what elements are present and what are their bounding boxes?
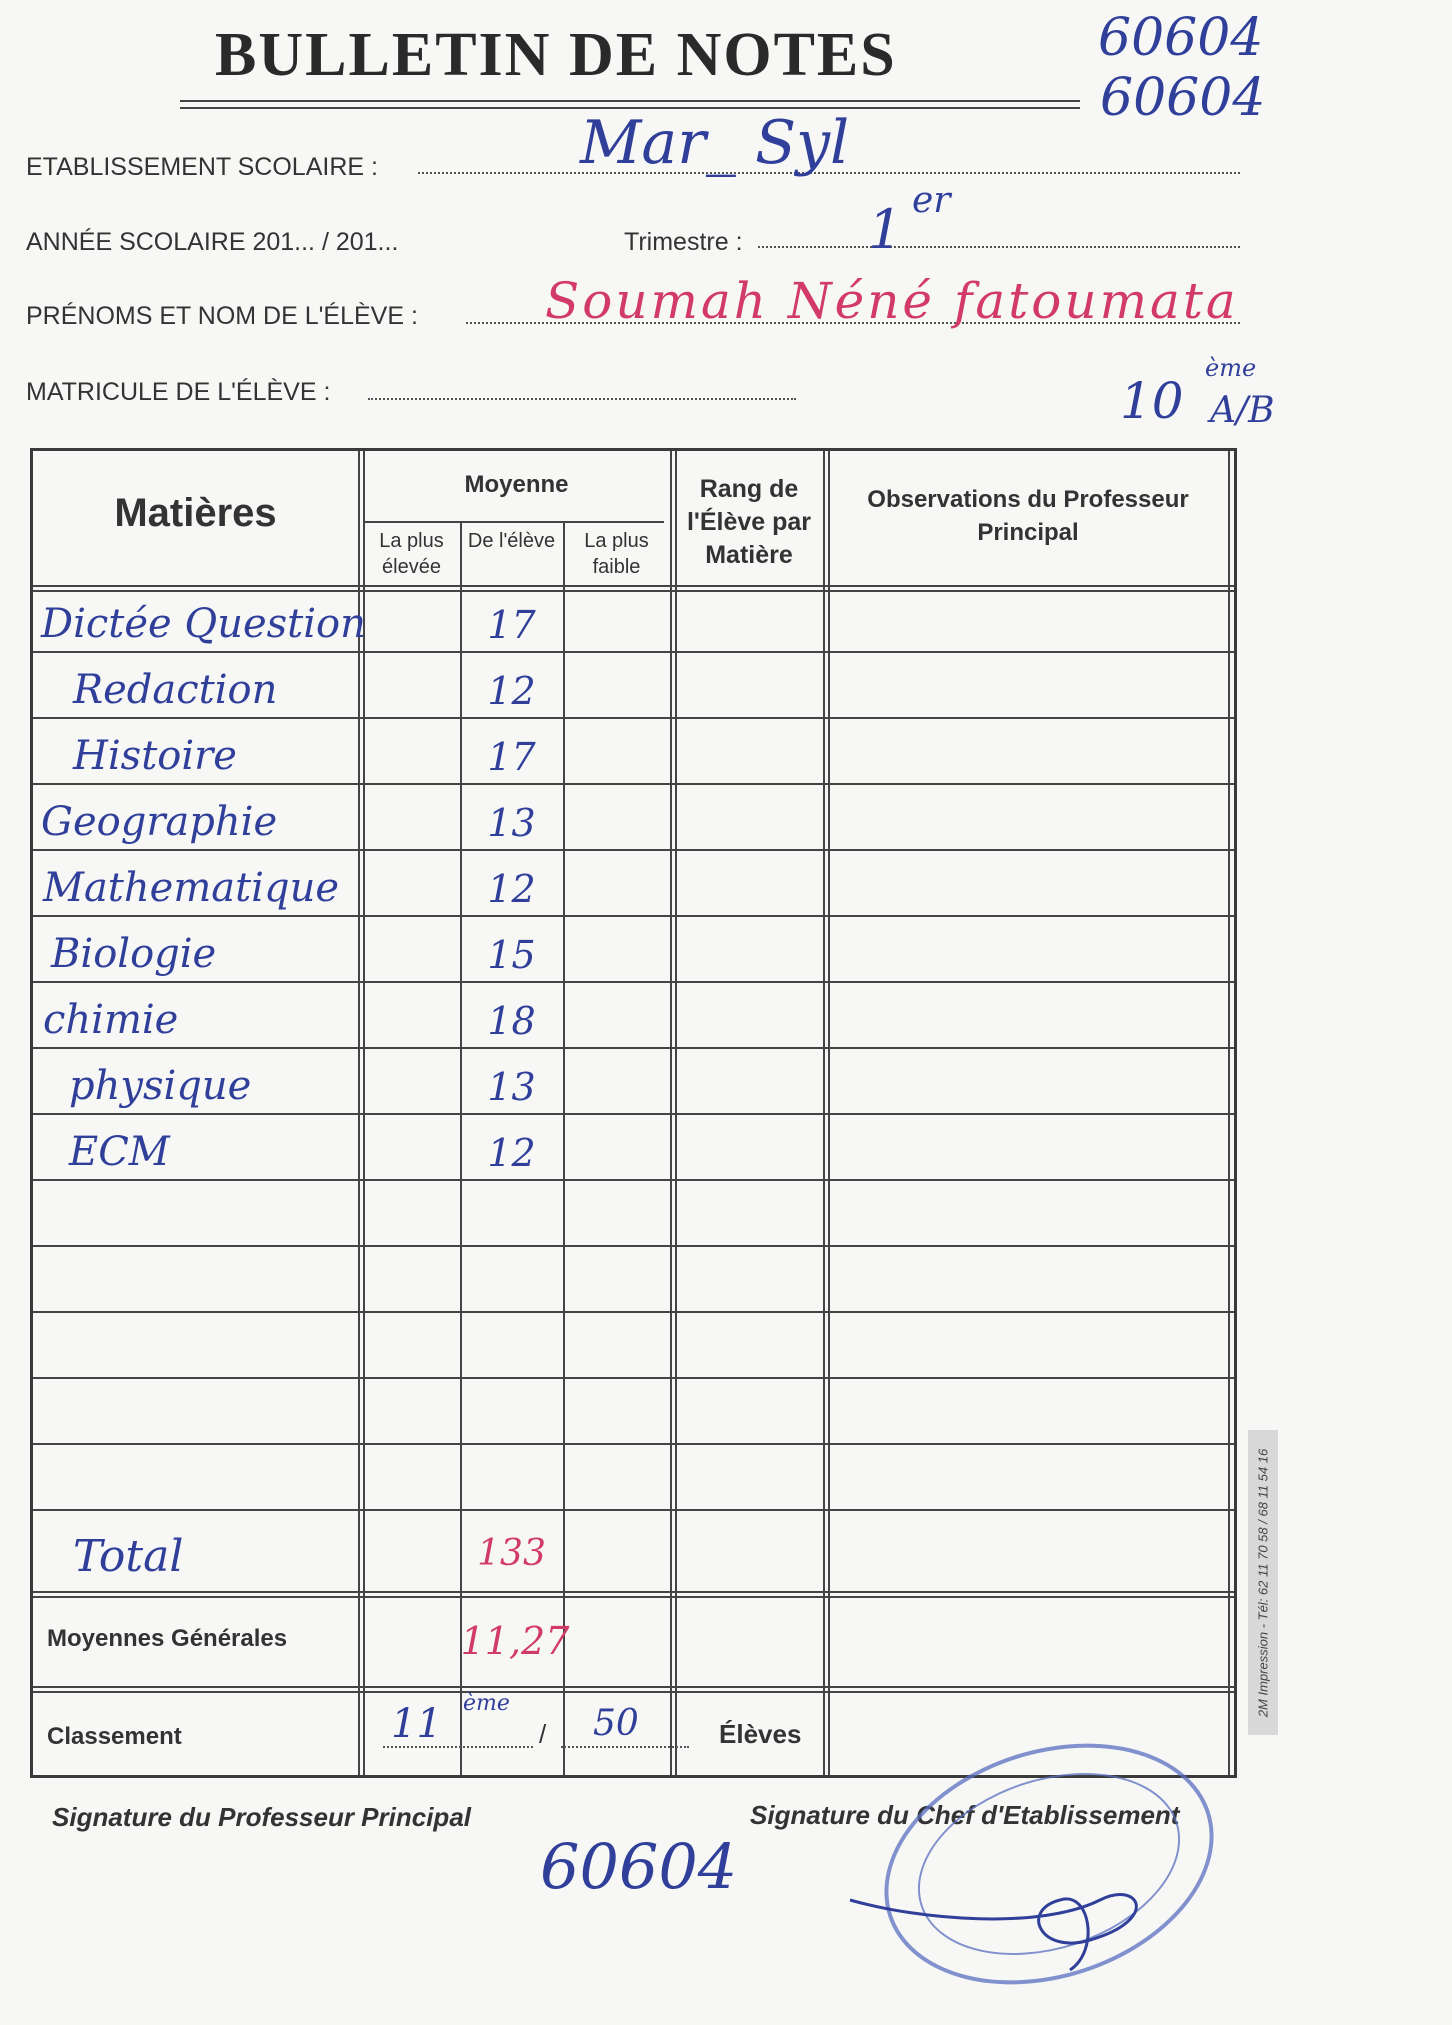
row-line (33, 915, 1234, 917)
note-1: 17 (487, 603, 536, 647)
row-line (33, 1443, 1234, 1445)
trimestre-dots (758, 246, 1240, 248)
col-line (563, 523, 565, 1775)
note-9: 12 (487, 1131, 536, 1175)
moyenne-value: 11,27 (460, 1619, 570, 1663)
row-line (33, 1377, 1234, 1379)
annee-label: ANNÉE SCOLAIRE 201... / 201... (26, 228, 399, 256)
code-top-2: 60604 (1100, 68, 1266, 128)
row-line (33, 1686, 1234, 1688)
subject-2: Redaction (73, 667, 278, 713)
code-bottom: 60604 (540, 1830, 738, 1903)
row-line (33, 1591, 1234, 1593)
header-line (363, 521, 664, 523)
nom-value: Soumah Néné fatoumata (545, 272, 1239, 330)
row-line (33, 1509, 1234, 1511)
subject-9: ECM (69, 1129, 170, 1175)
etablissement-label: ETABLISSEMENT SCOLAIRE : (26, 153, 378, 181)
rank-sup: ème (463, 1691, 510, 1716)
note-7: 18 (487, 999, 536, 1043)
classement-label: Classement (47, 1723, 182, 1750)
header-de-eleve: De l'élève (467, 530, 556, 552)
subject-6: Biologie (51, 931, 217, 977)
code-top-1: 60604 (1098, 8, 1264, 68)
header-moyenne: Moyenne (464, 471, 569, 498)
signature-prof-label: Signature du Professeur Principal (52, 1802, 471, 1832)
total-value: 133 (477, 1533, 546, 1574)
note-5: 12 (487, 867, 536, 911)
row-line (33, 1596, 1234, 1598)
effectif-value: 50 (593, 1703, 639, 1744)
row-line (33, 1113, 1234, 1115)
row-line (33, 849, 1234, 851)
row-line (33, 1047, 1234, 1049)
note-2: 12 (487, 669, 536, 713)
row-line (33, 717, 1234, 719)
header-line (33, 590, 1234, 592)
signature-scribble (840, 1860, 1200, 1980)
header-plus-elevee: La plus élevée (379, 530, 444, 578)
eleves-label: Élèves (719, 1719, 802, 1749)
matricule-label: MATRICULE DE L'ÉLÈVE : (26, 378, 331, 406)
row-line (33, 1691, 1234, 1693)
matricule-dots (368, 398, 796, 400)
signature-chef-label: Signature du Chef d'Etablissement (750, 1800, 1180, 1830)
row-line (33, 783, 1234, 785)
subject-8: physique (69, 1063, 252, 1109)
subject-5: Mathematique (43, 865, 339, 911)
classe-suffix: A/B (1210, 390, 1275, 431)
document-title: BULLETIN DE NOTES (215, 21, 897, 89)
etablissement-value: Mar_ Syl (580, 108, 850, 178)
header-matieres: Matières (114, 491, 277, 535)
effectif-dots (561, 1746, 689, 1748)
row-line (33, 651, 1234, 653)
rank-value: 11 (391, 1701, 442, 1747)
trimestre-sup: er (912, 180, 951, 221)
header-plus-faible: La plus faible (584, 530, 649, 578)
header-observations: Observations du Professeur Principal (867, 486, 1189, 546)
subject-4: Geographie (41, 799, 278, 845)
total-label: Total (73, 1531, 184, 1582)
rank-sep: / (539, 1719, 547, 1749)
subject-1: Dictée Question (41, 601, 366, 647)
note-3: 17 (487, 735, 536, 779)
trimestre-value: 1 (868, 198, 903, 261)
subject-3: Histoire (73, 733, 237, 779)
side-printer-info (1248, 1430, 1278, 1735)
classe-value: 10 (1120, 372, 1184, 430)
note-4: 13 (487, 801, 536, 845)
row-line (33, 1311, 1234, 1313)
grades-table (30, 448, 1237, 1778)
trimestre-label: Trimestre : (624, 228, 743, 256)
moyennes-label: Moyennes Générales (47, 1625, 288, 1652)
note-6: 15 (487, 933, 536, 977)
note-8: 13 (487, 1065, 536, 1109)
title-rule (180, 100, 1080, 102)
classe-sup: ème (1205, 354, 1257, 382)
subject-7: chimie (43, 997, 179, 1043)
header-line (33, 585, 1234, 587)
row-line (33, 1245, 1234, 1247)
nom-label: PRÉNOMS ET NOM DE L'ÉLÈVE : (26, 302, 418, 330)
row-line (33, 1179, 1234, 1181)
side-printer-text: 2M Impression - Tél: 62 11 70 58 / 68 11 54 16 (1255, 1448, 1271, 1717)
header-rang: Rang de l'Élève par Matière (686, 475, 812, 569)
row-line (33, 981, 1234, 983)
